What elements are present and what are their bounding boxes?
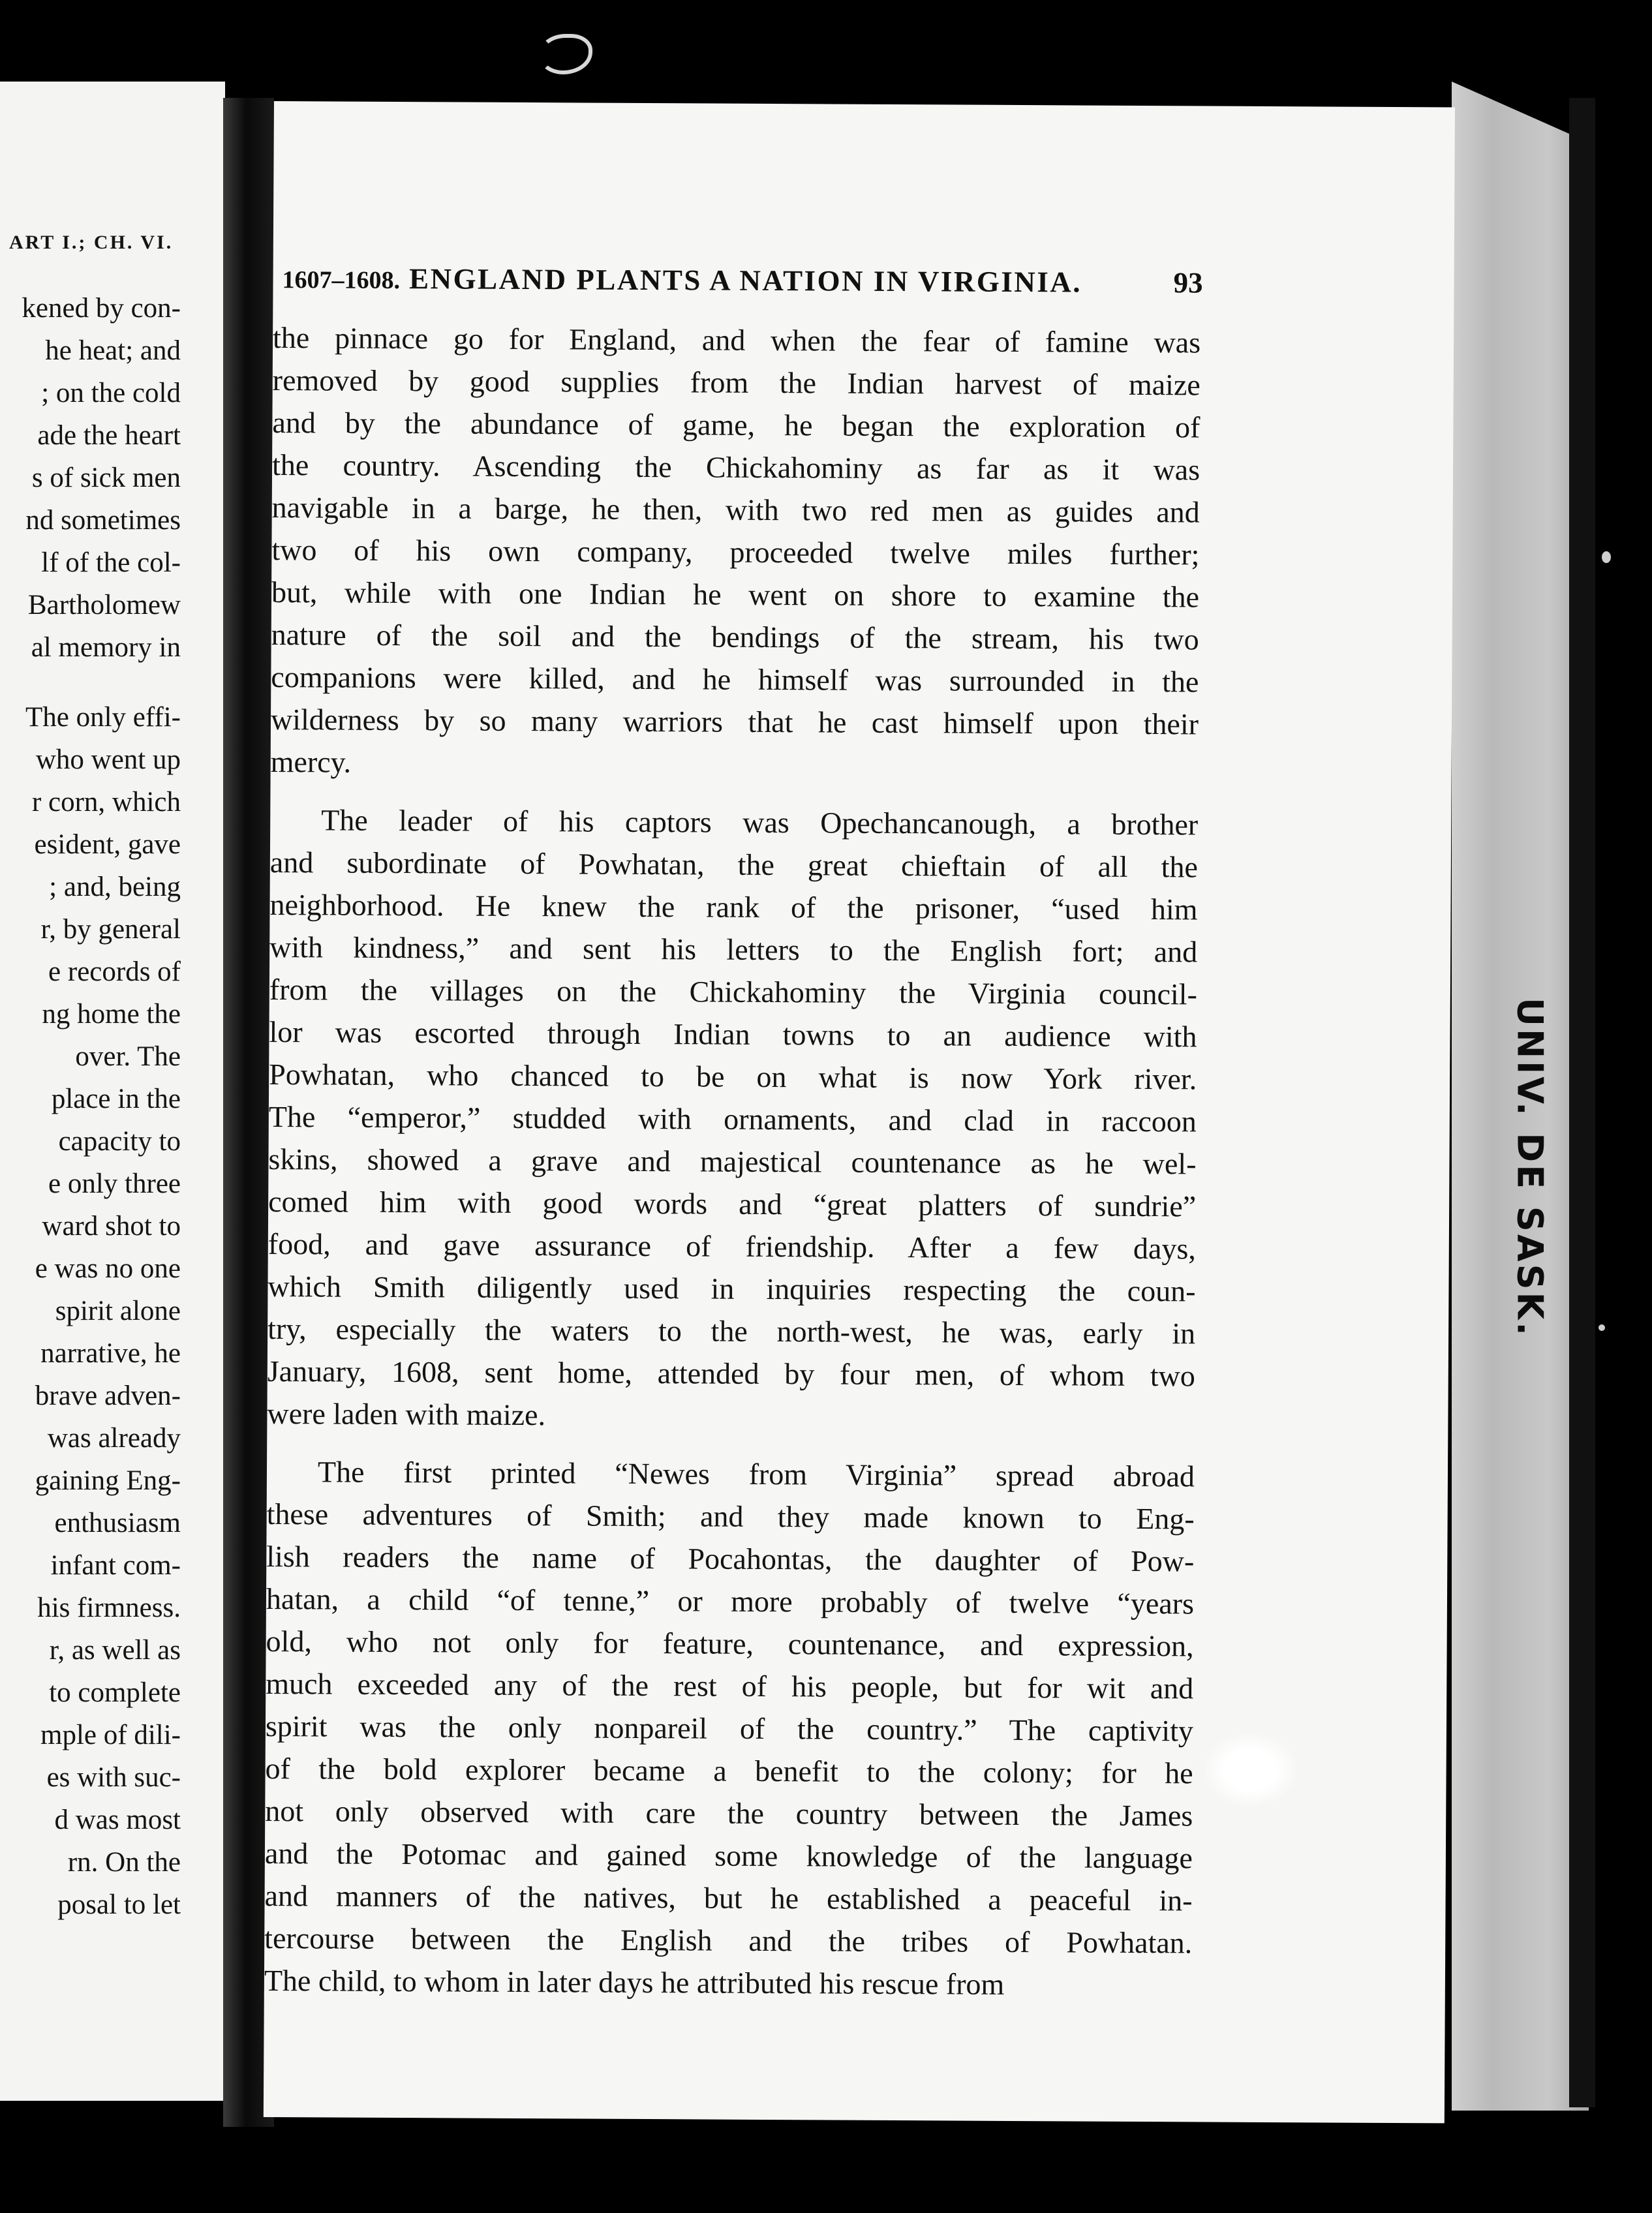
left-page-line: r, by general xyxy=(40,914,181,945)
left-page-line: over. The xyxy=(75,1041,181,1072)
text-line: the country. Ascending the Chickahominy as far as it was xyxy=(271,448,1201,487)
text-line: The “emperor,” studded with ornaments, and clad in raccoon xyxy=(268,1099,1197,1138)
left-page-line: enthusiasm xyxy=(54,1508,181,1538)
text-line: these adventures of Smith; and they made known to Eng- xyxy=(266,1497,1195,1536)
left-page-line: ward shot to xyxy=(42,1211,181,1242)
text-line: Powhatan, who chanced to be on what is now York river. xyxy=(269,1057,1197,1096)
text-line: and by the abundance of game, he began the exploration of xyxy=(272,405,1201,444)
text-line: lor was escorted through Indian towns to an audience with xyxy=(269,1015,1197,1054)
text-line: comed him with good words and “great platters of sundrie” xyxy=(268,1184,1197,1223)
left-page-line: he heat; and xyxy=(45,335,181,366)
left-page-line: s of sick men xyxy=(31,463,181,493)
left-page-line: ng home the xyxy=(42,999,181,1030)
library-stamp: UNIV. DE SASK. xyxy=(1509,998,1551,1338)
text-line: tercourse between the English and the tribes of Powhatan. xyxy=(264,1921,1193,1960)
header-years: 1607–1608. xyxy=(282,266,401,295)
text-line: of the bold explorer became a benefit to the colony; for he xyxy=(265,1751,1193,1790)
running-head xyxy=(282,261,1202,299)
text-line: two of his own company, proceeded twelve miles further; xyxy=(271,532,1200,572)
text-line: The leader of his captors was Opechancanough, a brother xyxy=(321,803,1199,842)
left-page-line: to complete xyxy=(49,1677,181,1708)
left-page-line: nd sometimes xyxy=(25,505,181,536)
left-page-line: ; and, being xyxy=(49,872,181,902)
left-page-line: esident, gave xyxy=(34,829,181,860)
left-page-line: d was most xyxy=(54,1805,181,1835)
text-line: mercy. xyxy=(270,744,352,779)
cover-edge xyxy=(1569,98,1595,2107)
left-page-line: was already xyxy=(47,1423,181,1454)
left-page-line: gaining Eng- xyxy=(35,1465,181,1496)
text-line: from the villages on the Chickahominy the Virginia council- xyxy=(269,972,1197,1011)
left-page-text xyxy=(0,287,181,1926)
line-gap xyxy=(0,669,181,696)
text-line: navigable in a barge, he then, with two red men as guides and xyxy=(271,490,1200,529)
left-page-line: brave adven- xyxy=(35,1381,181,1411)
paragraph xyxy=(271,316,1201,787)
header-title: ENGLAND PLANTS A NATION IN VIRGINIA. xyxy=(408,262,1082,299)
left-page-line: e was no one xyxy=(35,1253,181,1284)
text-line: but, while with one Indian he went on shore to examine the xyxy=(271,575,1200,614)
text-line: not only observed with care the country between the James xyxy=(265,1793,1193,1833)
text-line: and manners of the natives, but he established a peaceful in- xyxy=(264,1878,1193,1917)
left-page-line: Bartholomew xyxy=(27,590,181,620)
text-line: skins, showed a grave and majestical countenance as he wel- xyxy=(268,1142,1197,1181)
left-page-line: posal to let xyxy=(57,1889,181,1920)
left-page-line: ; on the cold xyxy=(41,378,181,408)
left-page-line: mple of dili- xyxy=(40,1720,181,1750)
text-line: The child, to whom in later days he attributed his rescue from xyxy=(264,1963,1005,2001)
text-line: old, who not only for feature, countenance, and expression, xyxy=(266,1624,1194,1663)
left-page-line: infant com- xyxy=(50,1550,181,1581)
text-line: spirit was the only nonpareil of the country.” The captivity xyxy=(265,1709,1194,1748)
ink-blot xyxy=(1204,1734,1296,1807)
left-page-line: his firmness. xyxy=(37,1593,181,1623)
main-page xyxy=(264,101,1455,2123)
left-running-head: ART I.; CH. VI. xyxy=(9,232,174,253)
left-page-line: place in the xyxy=(51,1084,181,1114)
text-line: companions were killed, and he himself was surrounded in the xyxy=(271,660,1199,699)
text-line: and subordinate of Powhatan, the great chieftain of all the xyxy=(269,845,1199,884)
text-line: the pinnace go for England, and when the fear of famine was xyxy=(272,320,1201,359)
scan-dust-mark xyxy=(1598,1324,1605,1331)
paragraph xyxy=(267,799,1198,1439)
text-line: and the Potomac and gained some knowledge of the language xyxy=(264,1836,1193,1875)
left-page-line: es with suc- xyxy=(46,1762,181,1793)
text-line: The first printed “Newes from Virginia” spread abroad xyxy=(317,1455,1195,1493)
text-line: try, especially the waters to the north-west, he was, early in xyxy=(268,1311,1196,1351)
text-line: neighborhood. He knew the rank of the prisoner, “used him xyxy=(269,887,1198,926)
text-line: hatan, a child “of tenne,” or more probably of twelve “years xyxy=(266,1581,1195,1621)
left-page-line: e only three xyxy=(48,1168,181,1199)
left-page-line: al memory in xyxy=(31,632,181,663)
body-text xyxy=(264,316,1201,2006)
left-page-line: r, as well as xyxy=(49,1635,181,1666)
left-page-line: kened by con- xyxy=(22,293,181,324)
text-line: wilderness by so many warriors that he cast himself upon their xyxy=(270,702,1199,741)
left-page-line: capacity to xyxy=(58,1126,181,1157)
left-page-line: who went up xyxy=(35,744,181,775)
left-page-line: narrative, he xyxy=(40,1338,181,1369)
left-page-line: ade the heart xyxy=(37,420,181,451)
page-number: 93 xyxy=(1173,266,1203,299)
text-line: which Smith diligently used in inquiries respecting the coun- xyxy=(268,1269,1196,1308)
text-line: lish readers the name of Pocahontas, the daughter of Pow- xyxy=(266,1539,1195,1578)
left-page-line: lf of the col- xyxy=(41,547,181,578)
left-page-line: spirit alone xyxy=(55,1296,181,1326)
left-facing-page xyxy=(0,82,225,2101)
text-line: much exceeded any of the rest of his people, but for wit and xyxy=(266,1666,1194,1705)
text-line: with kindness,” and sent his letters to the English fort; and xyxy=(269,930,1198,969)
text-line: food, and gave assurance of friendship. After a few days, xyxy=(268,1227,1196,1266)
scan-dust-mark xyxy=(1602,551,1611,563)
scan-dust-mark xyxy=(539,34,592,74)
text-line: were laden with maize. xyxy=(267,1396,546,1432)
text-line: January, 1608, sent home, attended by four men, of whom two xyxy=(267,1354,1195,1393)
left-page-line: r corn, which xyxy=(31,787,181,817)
paragraph xyxy=(264,1450,1195,2006)
left-page-line: The only effi- xyxy=(25,702,181,733)
text-line: nature of the soil and the bendings of the stream, his two xyxy=(271,617,1199,656)
text-line: removed by good supplies from the Indian harvest of maize xyxy=(272,363,1201,402)
left-page-line: rn. On the xyxy=(67,1847,181,1878)
left-page-line: e records of xyxy=(48,956,181,987)
